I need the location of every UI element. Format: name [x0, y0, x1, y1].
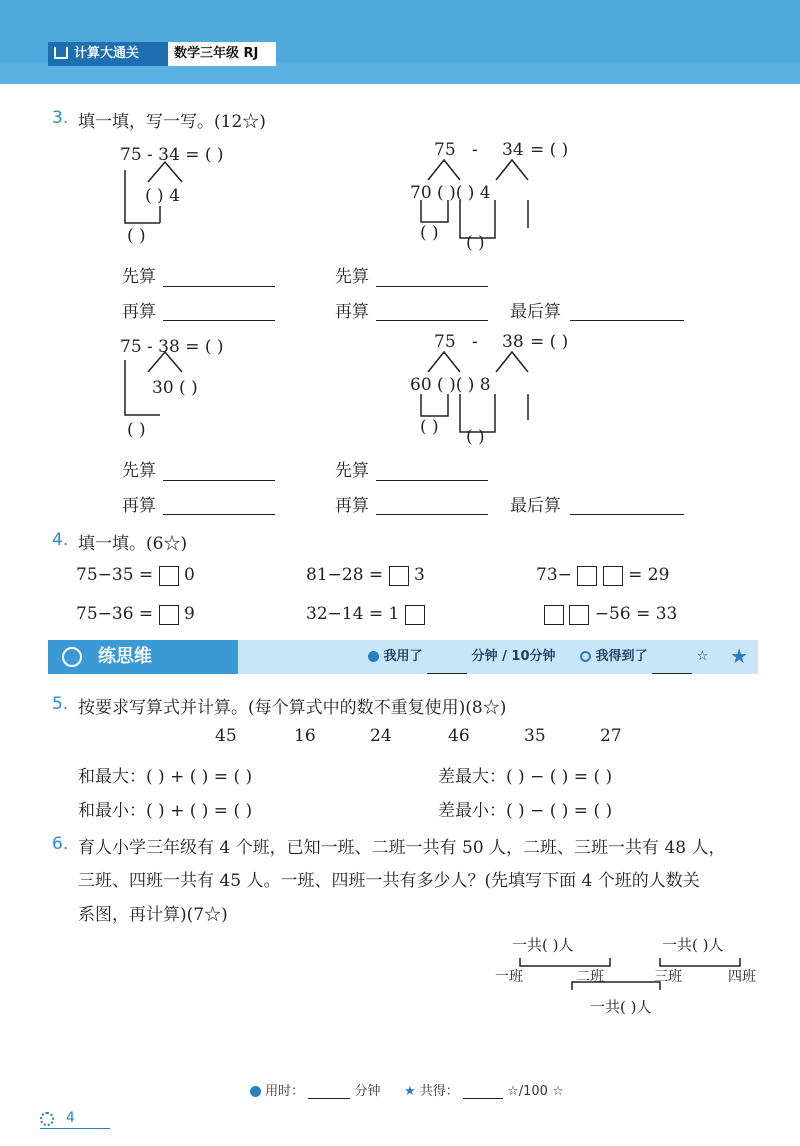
q5-number-0: 45 [215, 726, 237, 746]
q6-class4: 四班 [728, 969, 756, 985]
q3-last-a-blank[interactable] [570, 302, 684, 321]
q4-r2c1-box[interactable] [159, 605, 179, 625]
q6-class3: 三班 [654, 969, 682, 985]
star-small-icon: ★ [404, 1084, 416, 1099]
time-used-blank[interactable] [427, 661, 467, 674]
q4-r2c2: 32−14 = 1 [306, 604, 425, 625]
q3-first-c: 先算 [122, 461, 156, 481]
clock-icon [368, 651, 379, 662]
q3-first-a: 先算 [122, 267, 156, 287]
footer-score-blank[interactable] [463, 1086, 503, 1099]
q5-number-3: 46 [448, 726, 470, 746]
flower-icon [62, 647, 82, 667]
q4-r2c3: −56 = 33 [544, 604, 677, 625]
q3-p1-bottom: ( ) [127, 226, 146, 246]
check-icon [580, 651, 591, 662]
q3-p4-eq: = ( ) [530, 332, 569, 352]
q3-p4-b: 38 [502, 332, 524, 352]
q4-r2c1: 75−36 = 9 [76, 604, 195, 624]
q3-first-d-blank[interactable] [376, 462, 488, 481]
q3-p4-minus: - [472, 332, 478, 352]
q4-r1c2: 81−28 = 3 [306, 565, 425, 585]
q3-p2-b1: ( ) [420, 223, 439, 243]
q3-then-b-blank[interactable] [376, 302, 488, 321]
q5-number: 5. [52, 694, 69, 714]
q3-last-b-blank[interactable] [570, 496, 684, 515]
score-got: 我得到了 ☆ [580, 640, 708, 674]
series-badge: 计算大通关 [48, 42, 168, 66]
q3-first-b-blank[interactable] [376, 268, 488, 287]
q6-line2: 三班、四班一共有 45 人。一班、四班一共有多少人？(先填写下面 4 个班的人数关 [78, 871, 700, 891]
section-bar [48, 640, 758, 674]
q4-number: 4. [52, 530, 69, 550]
footer-score: ★ 共得： ☆/100 ☆ [404, 1084, 564, 1099]
star-icon: ★ [730, 644, 748, 668]
score-got-blank[interactable] [652, 661, 692, 674]
q4-r1c3-box2[interactable] [603, 566, 623, 586]
q6-line3: 系图，再计算)(7☆) [78, 905, 228, 925]
q5-diff-max: 差最大：( ) − ( ) = ( ) [438, 767, 613, 787]
q6-class2: 二班 [576, 969, 604, 985]
q3-last-b: 最后算 [510, 496, 561, 516]
sun-icon [40, 1112, 54, 1126]
q3-p4-split: 60 ( )( ) 8 [410, 375, 491, 395]
q3-p1-split: ( ) 4 [145, 186, 180, 206]
q3-p3-bottom: ( ) [127, 420, 146, 440]
q3-first-b: 先算 [335, 267, 369, 287]
q5-number-5: 27 [600, 726, 622, 746]
section-title: 练思维 [48, 640, 238, 674]
q6-number: 6. [52, 834, 69, 854]
q5-diff-min: 差最小：( ) − ( ) = ( ) [438, 801, 613, 821]
q3-p2-b2: ( ) [466, 233, 485, 253]
q6-total-a: 一共( )人 [512, 936, 574, 954]
q3-then-c: 再算 [122, 496, 156, 516]
q3-first-a-blank[interactable] [163, 268, 275, 287]
q4-r2c2-box[interactable] [405, 605, 425, 625]
time-used: 我用了 分钟 / 10分钟 [368, 640, 556, 674]
q4-r1c3-box1[interactable] [577, 566, 597, 586]
q4-r1c2-box[interactable] [389, 566, 409, 586]
q4-r2c3-box2[interactable] [569, 605, 589, 625]
q3-number: 3. [52, 108, 69, 128]
q6-class1: 一班 [495, 969, 523, 985]
q6-line1: 育人小学三年级有 4 个班，已知一班、二班一共有 50 人，二班、三班一共有 48 人， [78, 838, 726, 858]
q3-p4-a: 75 [434, 332, 456, 352]
footer-time: 用时： 分钟 [250, 1080, 380, 1099]
q6-total-b: 一共( )人 [662, 936, 724, 954]
q3-title: 填一填，写一写。(12☆) [78, 112, 266, 132]
q3-then-a: 再算 [122, 302, 156, 322]
q3-p2-a: 75 [434, 140, 456, 160]
q3-p2-eq: = ( ) [530, 140, 569, 160]
q3-first-c-blank[interactable] [163, 462, 275, 481]
q5-title: 按要求写算式并计算。(每个算式中的数不重复使用)(8☆) [78, 698, 507, 718]
q3-then-c-blank[interactable] [163, 496, 275, 515]
q5-sum-min: 和最小：( ) + ( ) = ( ) [78, 801, 253, 821]
q3-p3-split: 30 ( ) [152, 378, 198, 398]
q3-first-d: 先算 [335, 461, 369, 481]
q3-p3-expr: 75 - 38 = ( ) [120, 337, 224, 357]
q3-p2-split: 70 ( )( ) 4 [410, 183, 491, 203]
q3-then-d-blank[interactable] [376, 496, 488, 515]
q4-title: 填一填。(6☆) [78, 534, 188, 554]
q3-p4-b1: ( ) [420, 417, 439, 437]
q6-total-c: 一共( )人 [590, 998, 652, 1016]
q5-number-1: 16 [294, 726, 316, 746]
grade-badge: 数学三年级 RJ [168, 42, 276, 66]
q3-then-d: 再算 [335, 496, 369, 516]
page-footer [40, 1110, 110, 1129]
q5-number-4: 35 [524, 726, 546, 746]
q4-r1c3: 73− = 29 [536, 565, 670, 585]
q3-p2-b: 34 [502, 140, 524, 160]
page-number: 4 [66, 1110, 75, 1126]
q5-number-2: 24 [370, 726, 392, 746]
q4-r1c1: 75−35 = 0 [76, 565, 195, 585]
footer-time-blank[interactable] [308, 1086, 350, 1099]
q3-p1-expr: 75 - 34 = ( ) [120, 145, 224, 165]
q3-last-a: 最后算 [510, 302, 561, 322]
timer-icon [250, 1086, 261, 1097]
q3-then-a-blank[interactable] [163, 302, 275, 321]
q4-r1c1-box[interactable] [159, 566, 179, 586]
q5-sum-max: 和最大：( ) + ( ) = ( ) [78, 767, 253, 787]
q3-then-b: 再算 [335, 302, 369, 322]
q3-p4-b2: ( ) [466, 427, 485, 447]
q4-r2c3-box1[interactable] [544, 605, 564, 625]
q3-p2-minus: - [472, 140, 478, 160]
